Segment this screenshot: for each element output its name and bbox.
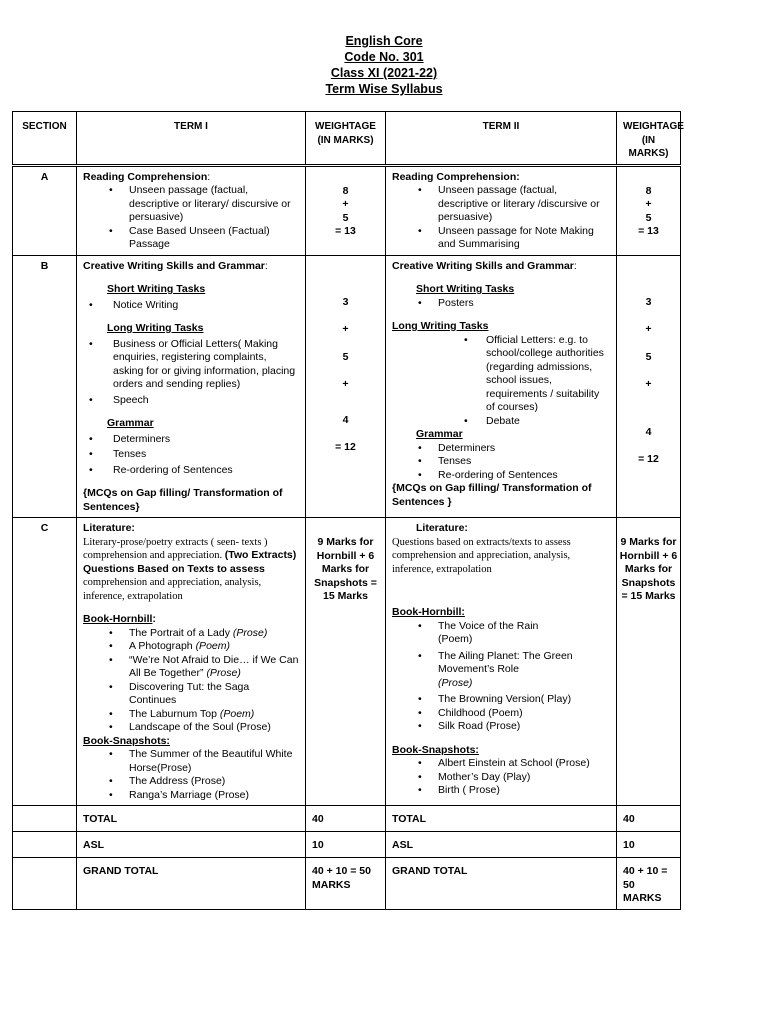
list-item: • Ranga’s Marriage (Prose) [129, 789, 299, 803]
grammar-list [392, 442, 610, 483]
snapshots-list [392, 757, 610, 798]
table-row-grand-total [13, 858, 681, 910]
list-item: • A Photograph (Poem) [129, 640, 299, 654]
grammar-heading: Grammar [416, 428, 463, 440]
list-item: • Business or Official Letters( Making enquiries, registering complaints, asking for or giving information, placing orders and sending replies) [113, 338, 299, 392]
weightage-value: = 12 [638, 453, 659, 465]
syllabus-title: Term Wise Syllabus [325, 82, 443, 96]
list-item: • Mother’s Day (Play) [438, 771, 610, 785]
weightage-value: 9 Marks for Hornbill + 6 Marks for Snapshots = 15 Marks [314, 536, 377, 602]
short-writing-list [83, 299, 299, 313]
weightage-value: = 13 [335, 225, 356, 237]
list-item: • The Ailing Planet: The Green Movement’s Role (Prose) [438, 650, 610, 691]
literature-heading: Literature: [416, 522, 468, 534]
mcq-note: {MCQs on Gap filling/ Transformation of Sentences } [392, 482, 592, 508]
total-label: TOTAL [386, 806, 617, 832]
long-writing-list [392, 334, 610, 429]
weightage-value: + [645, 378, 652, 390]
list-item: • Albert Einstein at School (Prose) [438, 757, 610, 771]
asl-label: ASL [77, 832, 306, 858]
book-hornbill-heading: Book-Hornbill: [392, 606, 465, 618]
section-label: B [13, 255, 77, 518]
section-label: A [13, 165, 77, 255]
literature-heading: Literature: [83, 522, 135, 534]
section-label: C [13, 518, 77, 806]
grand-total-value: 40 + 10 = 50 MARKS [306, 858, 386, 910]
term1-cell [77, 165, 306, 255]
book-snapshots-heading: Book-Snapshots: [392, 743, 479, 756]
questions-heading: Questions Based on Texts to assess [83, 562, 265, 575]
list-item: • Re-ordering of Sentences [113, 464, 299, 478]
list-item: • The Browning Version( Play) [438, 693, 610, 707]
list-item: • Official Letters: e.g. to school/college authorities (regarding admissions, school issues, requirements / suitability of courses) [486, 334, 610, 415]
list-item: • Landscape of the Soul (Prose) [129, 721, 299, 735]
long-writing-list [83, 338, 299, 408]
questions-description: comprehension and appreciation, analysis, inference, extrapolation [83, 577, 262, 602]
list-item: • Determiners [113, 433, 299, 447]
subject-title: English Core [345, 34, 423, 48]
weightage-value: 8 [342, 184, 349, 197]
weightage-value: + [645, 198, 652, 210]
weightage-cell [306, 165, 386, 255]
short-writing-heading: Short Writing Tasks [107, 283, 206, 295]
document-header [0, 33, 768, 97]
table-row-section-a [13, 165, 681, 255]
weightage-value: 4 [342, 413, 349, 426]
weightage-value: 5 [645, 211, 652, 224]
mcq-note: {MCQs on Gap filling/ Transformation of Sentences} [83, 487, 283, 513]
weightage-cell [617, 518, 681, 806]
grammar-list [83, 433, 299, 478]
list-item: • “We’re Not Afraid to Die… if We Can All Be Together” (Prose) [129, 654, 299, 681]
creative-writing-heading: Creative Writing Skills and Grammar: [83, 259, 268, 272]
table-row-section-c [13, 518, 681, 806]
list-item: • Case Based Unseen (Factual) Passage [129, 225, 299, 252]
reading-comprehension-heading: Reading Comprehension: [83, 170, 211, 183]
table-row-total [13, 806, 681, 832]
term1-cell [77, 255, 306, 518]
code-number: Code No. 301 [344, 50, 424, 64]
weightage-value: + [645, 323, 652, 335]
term1-reading-list [83, 184, 299, 252]
weightage-value: + [342, 323, 349, 335]
hornbill-list [83, 627, 299, 735]
grand-total-label: GRAND TOTAL [386, 858, 617, 910]
list-item: • The Address (Prose) [129, 775, 299, 789]
asl-label: ASL [386, 832, 617, 858]
list-item: • Tenses [438, 455, 610, 469]
list-item: • Speech [113, 394, 299, 408]
list-item: • Re-ordering of Sentences [438, 469, 610, 483]
term1-cell [77, 518, 306, 806]
weightage-cell [617, 165, 681, 255]
creative-writing-heading: Creative Writing Skills and Grammar: [392, 259, 577, 272]
list-item: • Unseen passage (factual, descriptive or literary/ discursive or persuasive) [129, 184, 299, 225]
list-item: • Childhood (Poem) [438, 707, 610, 721]
weightage-value: 5 [342, 211, 349, 224]
short-writing-heading: Short Writing Tasks [416, 283, 515, 295]
long-writing-heading: Long Writing Tasks [107, 322, 204, 334]
weightage-value: 8 [645, 184, 652, 197]
list-item: • Unseen passage for Note Making and Summarising [438, 225, 610, 252]
weightage-cell [306, 518, 386, 806]
literature-description: Literary-prose/poetry extracts ( seen- texts ) comprehension and appreciation. (Two Extracts) [83, 536, 297, 561]
grand-total-label: GRAND TOTAL [77, 858, 306, 910]
reading-comprehension-heading: Reading Comprehension: [392, 170, 520, 183]
table-row-asl [13, 832, 681, 858]
syllabus-table [12, 111, 684, 910]
short-writing-list [392, 297, 610, 311]
list-item: • The Laburnum Top (Poem) [129, 708, 299, 722]
list-item: • Tenses [113, 448, 299, 462]
hornbill-list [392, 620, 610, 734]
list-item: • Silk Road (Prose) [438, 720, 610, 734]
weightage-value: + [342, 378, 349, 390]
table-row-section-b [13, 255, 681, 518]
list-item: • The Portrait of a Lady (Prose) [129, 627, 299, 641]
asl-value: 10 [306, 832, 386, 858]
weightage-value: 5 [645, 350, 652, 363]
list-item: • The Summer of the Beautiful White Horse(Prose) [129, 748, 299, 775]
term2-cell [386, 255, 617, 518]
column-header-term1: TERM I [77, 112, 306, 166]
weightage-value: 4 [645, 425, 652, 438]
asl-value: 10 [617, 832, 681, 858]
list-item: • Discovering Tut: the Saga Continues [129, 681, 299, 708]
list-item: • Debate [486, 415, 610, 429]
literature-description: Questions based on extracts/texts to assess comprehension and appreciation, analysis, inference, extrapolation [392, 536, 571, 575]
total-value: 40 [617, 806, 681, 832]
table-header-row [13, 112, 681, 166]
weightage-value: + [342, 198, 349, 210]
book-hornbill-heading: Book-Hornbill: [83, 613, 156, 625]
list-item: • Determiners [438, 442, 610, 456]
term2-cell [386, 518, 617, 806]
weightage-value: 3 [645, 295, 652, 308]
grand-total-value: 40 + 10 = 50 MARKS [617, 858, 681, 910]
list-item: • The Voice of the Rain (Poem) [438, 620, 610, 647]
term2-cell [386, 165, 617, 255]
term2-reading-list [392, 184, 610, 252]
total-label: TOTAL [77, 806, 306, 832]
column-header-weightage1: WEIGHTAGE (IN MARKS) [306, 112, 386, 166]
weightage-cell [306, 255, 386, 518]
list-item: • Birth ( Prose) [438, 784, 610, 798]
weightage-cell [617, 255, 681, 518]
list-item: • Notice Writing [113, 299, 299, 313]
weightage-value: 3 [342, 295, 349, 308]
weightage-value: 5 [342, 350, 349, 363]
list-item: • Posters [438, 297, 610, 311]
book-snapshots-heading: Book-Snapshots: [83, 734, 170, 747]
weightage-value: = 12 [335, 441, 356, 453]
class-year: Class XI (2021-22) [330, 66, 438, 80]
column-header-term2: TERM II [386, 112, 617, 166]
column-header-weightage2: WEIGHTAGE (IN MARKS) [617, 112, 681, 166]
grammar-heading: Grammar [107, 417, 154, 429]
weightage-value: 9 Marks for Hornbill + 6 Marks for Snapshots = 15 Marks [619, 536, 678, 602]
total-value: 40 [306, 806, 386, 832]
long-writing-heading: Long Writing Tasks [392, 320, 489, 332]
column-header-section: SECTION [13, 112, 77, 166]
list-item: • Unseen passage (factual, descriptive or literary /discursive or persuasive) [438, 184, 610, 225]
snapshots-list [83, 748, 299, 802]
weightage-value: = 13 [638, 225, 659, 237]
